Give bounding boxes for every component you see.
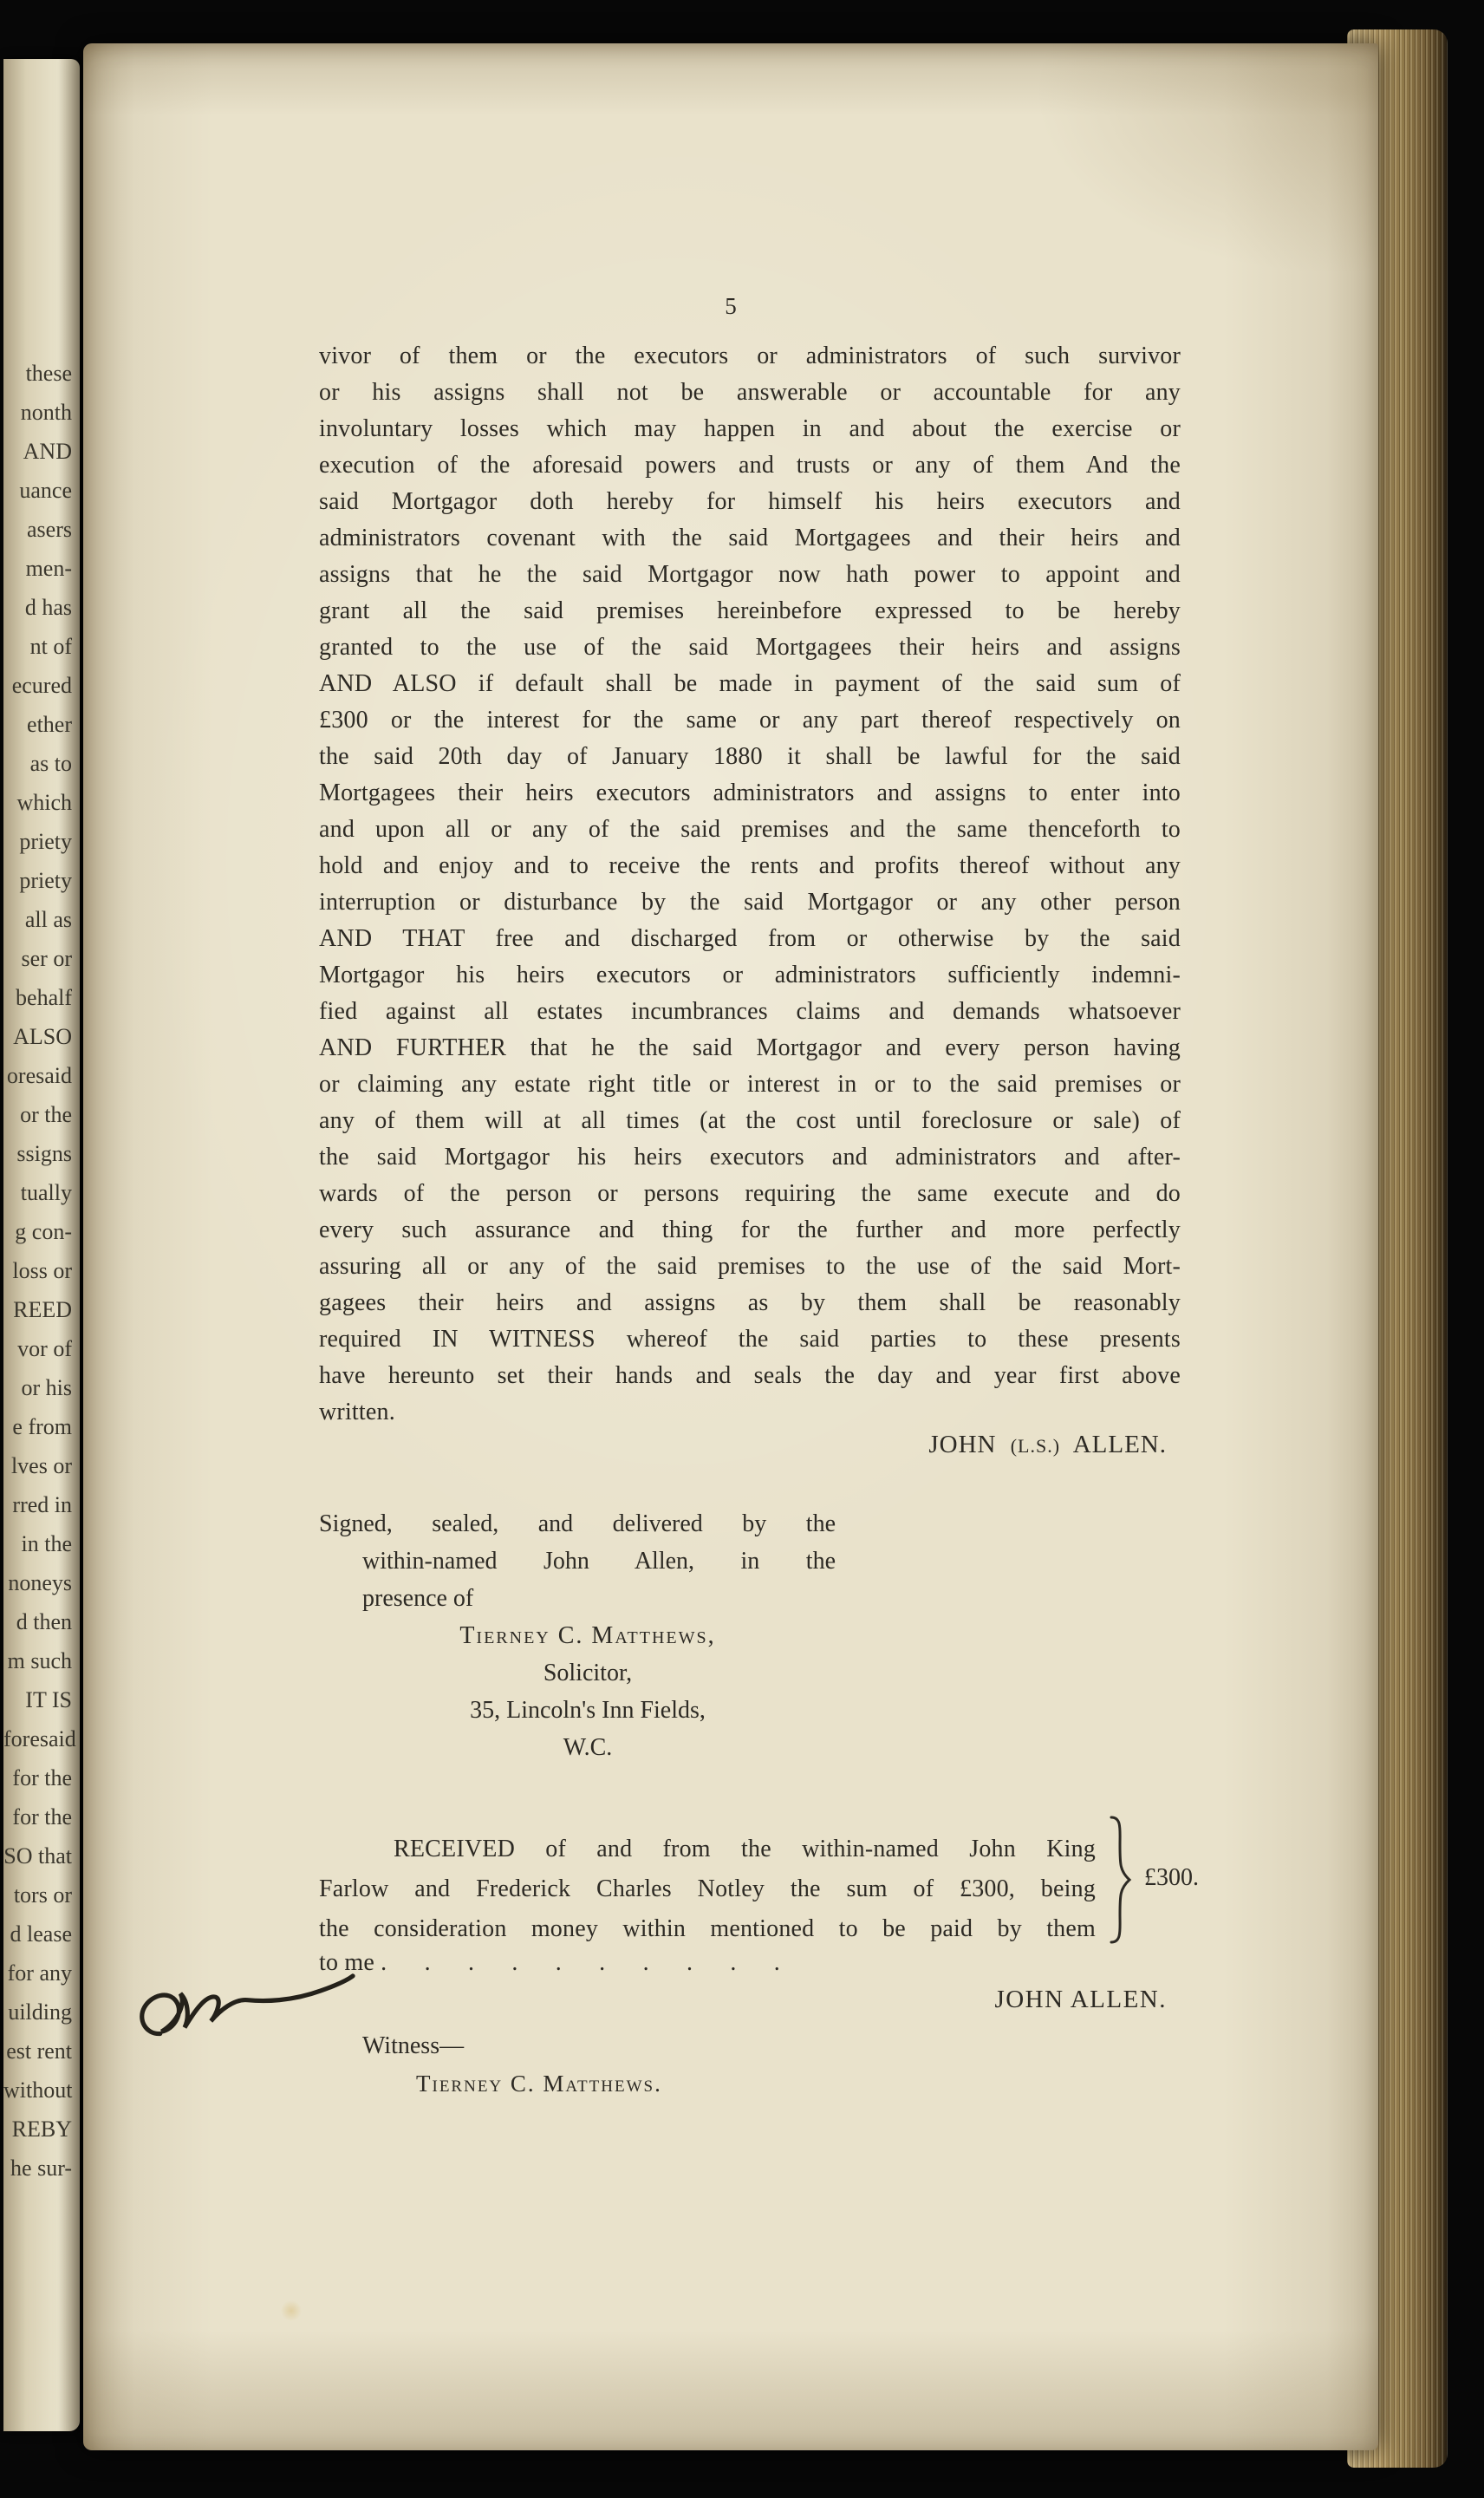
body-text-line: Mortgagees their heirs executors administrators and assigns to enter into — [319, 779, 1181, 806]
left-page-text-fragment: AND — [23, 439, 72, 464]
body-text-line: AND FURTHER that he the said Mortgagor and every person having — [319, 1034, 1181, 1061]
handwritten-initials-icon — [122, 1931, 369, 2065]
body-text-line: administrators covenant with the said Mortgagees and their heirs and — [319, 525, 1181, 551]
body-text-line: execution of the aforesaid powers and trusts or any of them And the — [319, 452, 1181, 479]
left-page-text-fragment: lves or — [10, 1453, 72, 1478]
left-page-text-fragment: uilding — [8, 1999, 72, 2025]
left-page-text-fragment: for the — [12, 1804, 72, 1829]
left-page-text-fragment: these — [25, 361, 72, 386]
attestation-clause-line: presence of — [362, 1585, 474, 1612]
left-page-text-fragment: vor of — [17, 1336, 72, 1361]
page-number: 5 — [725, 293, 737, 319]
body-text-line: vivor of them or the executors or administrators of such survivor — [319, 342, 1181, 369]
body-text-line: fied against all estates incumbrances claims and demands whatsoever — [319, 998, 1181, 1025]
left-page-text-fragment: SO that — [3, 1843, 72, 1869]
body-text-line: Mortgagor his heirs executors or administrators sufficiently indemni- — [319, 962, 1181, 988]
body-text-line: any of them will at all times (at the cost until foreclosure or sale) of — [319, 1107, 1181, 1134]
body-text-line: £300 or the interest for the same or any part thereof respectively on — [319, 707, 1181, 734]
receipt-witness-name: Tierney C. Matthews. — [416, 2071, 662, 2097]
body-text-line: the said Mortgagor his heirs executors and administrators and after- — [319, 1144, 1181, 1171]
witness-name: Tierney C. Matthews, — [459, 1622, 716, 1649]
left-page-text-fragment: uance — [19, 478, 72, 503]
left-page-text-fragment: tually — [20, 1180, 72, 1205]
body-text-line: and upon all or any of the said premises and the same thenceforth to — [319, 816, 1181, 843]
receipt-text-line: Farlow and Frederick Charles Notley the sum of £300, being — [319, 1875, 1096, 1902]
witness-label: Witness— — [362, 2032, 465, 2059]
left-page-text-fragment: ether — [27, 712, 72, 737]
body-text-line: hold and enjoy and to receive the rents and profits thereof without any — [319, 852, 1181, 879]
left-page-text-fragment: d has — [24, 595, 72, 620]
receipt-signature: JOHN ALLEN. — [994, 1986, 1167, 2013]
left-page-text-fragment: priety — [19, 868, 72, 893]
previous-page-edge — [3, 59, 80, 2431]
left-page-text-fragment: he sur- — [10, 2156, 72, 2181]
body-text-line: said Mortgagor doth hereby for himself his heirs executors and — [319, 488, 1181, 515]
left-page-text-fragment: or the — [20, 1102, 72, 1127]
receipt-text-line: RECEIVED of and from the within-named John King — [394, 1836, 1096, 1862]
left-page-text-fragment: rred in — [12, 1492, 72, 1517]
left-page-text-fragment: asers — [27, 517, 72, 542]
witness-address: W.C. — [563, 1734, 613, 1761]
document-page — [83, 43, 1378, 2450]
body-text-line: interruption or disturbance by the said Mortgagor or any other person — [319, 889, 1181, 916]
body-text-line: involuntary losses which may happen in and about the exercise or — [319, 415, 1181, 442]
left-page-text-fragment: for the — [12, 1765, 72, 1790]
receipt-brace — [1106, 1814, 1136, 1946]
left-page-text-fragment: IT IS — [25, 1687, 72, 1712]
body-text-line: wards of the person or persons requiring the same execute and do — [319, 1180, 1181, 1207]
left-page-text-fragment: ecured — [11, 673, 72, 698]
left-page-text-fragment: for any — [7, 1960, 72, 1986]
left-page-text-fragment: foresaid — [3, 1726, 76, 1751]
witness-title: Solicitor, — [543, 1660, 633, 1686]
body-text-line: AND ALSO if default shall be made in payment of the said sum of — [319, 670, 1181, 697]
left-page-text-fragment: oresaid — [6, 1063, 72, 1088]
body-text-line: required IN WITNESS whereof the said parties to these presents — [319, 1326, 1181, 1353]
receipt-text-line: the consideration money within mentioned to be paid by them — [319, 1915, 1096, 1942]
left-page-text-fragment: m such — [7, 1648, 72, 1673]
left-page-text-fragment: g con- — [15, 1219, 72, 1244]
body-text-line: the said 20th day of January 1880 it shall be lawful for the said — [319, 743, 1181, 770]
receipt-clause — [319, 1829, 1096, 1949]
left-page-text-fragment: which — [16, 790, 72, 815]
attestation-clause-line: within-named John Allen, in the — [362, 1548, 836, 1575]
body-text-line: written. — [319, 1399, 395, 1425]
left-page-text-fragment: priety — [19, 829, 72, 854]
signatory-first-name: JOHN — [928, 1431, 997, 1458]
receipt-amount: £300. — [1144, 1864, 1199, 1891]
left-page-text-fragment: d lease — [10, 1921, 72, 1947]
body-text-line: gagees their heirs and assigns as by them shall be reasonably — [319, 1289, 1181, 1316]
left-page-text-fragment: d then — [16, 1609, 72, 1634]
locus-sigilli-mark: (L.S.) — [1010, 1435, 1061, 1457]
left-page-text-fragment: REBY — [11, 2116, 72, 2142]
left-page-text-fragment: e from — [12, 1414, 72, 1439]
left-page-text-fragment: loss or — [12, 1258, 72, 1283]
attestation-clause-line: Signed, sealed, and delivered by the — [319, 1510, 836, 1537]
previous-page-text-column — [3, 59, 80, 2188]
left-page-text-fragment: all as — [24, 907, 72, 932]
left-page-text-fragment: tors or — [13, 1882, 72, 1908]
left-page-text-fragment: men- — [25, 556, 72, 581]
body-text-line: or his assigns shall not be answerable or accountable for any — [319, 379, 1181, 406]
left-page-text-fragment: without — [3, 2077, 73, 2103]
receipt-dotted-line: to me . . . . . . . . . . — [319, 1949, 780, 1976]
witness-address: 35, Lincoln's Inn Fields, — [470, 1697, 706, 1724]
left-page-text-fragment: ser or — [21, 946, 72, 971]
body-text-line: or claiming any estate right title or interest in or to the said premises or — [319, 1071, 1181, 1098]
body-text-line: granted to the use of the said Mortgagees their heirs and assigns — [319, 634, 1181, 661]
left-page-text-fragment: est rent — [6, 2038, 72, 2064]
executed-signature — [319, 1431, 1181, 1459]
left-page-text-fragment: nt of — [29, 634, 72, 659]
left-page-text-fragment: behalf — [16, 985, 72, 1010]
body-text-line: assigns that he the said Mortgagor now hath power to appoint and — [319, 561, 1181, 588]
body-text-line: have hereunto set their hands and seals the day and year first above — [319, 1362, 1181, 1389]
left-page-text-fragment: nonth — [20, 400, 72, 425]
left-page-text-fragment: as to — [29, 751, 72, 776]
body-text-line: grant all the said premises hereinbefore expressed to be hereby — [319, 597, 1181, 624]
body-text-line: AND THAT free and discharged from or otherwise by the said — [319, 925, 1181, 952]
deed-body-text — [319, 338, 1181, 1431]
attestation-witness-block — [328, 1617, 848, 1766]
signatory-last-name: ALLEN. — [1072, 1431, 1167, 1458]
left-page-text-fragment: in the — [21, 1531, 72, 1556]
body-text-line: assuring all or any of the said premises to the use of the said Mort- — [319, 1253, 1181, 1280]
left-page-text-fragment: noneys — [8, 1570, 72, 1595]
left-page-text-fragment: or his — [21, 1375, 72, 1400]
left-page-text-fragment: REED — [13, 1297, 72, 1322]
left-page-text-fragment: ssigns — [16, 1141, 72, 1166]
body-text-line: every such assurance and thing for the further and more perfectly — [319, 1216, 1181, 1243]
left-page-text-fragment: ALSO — [13, 1024, 72, 1049]
